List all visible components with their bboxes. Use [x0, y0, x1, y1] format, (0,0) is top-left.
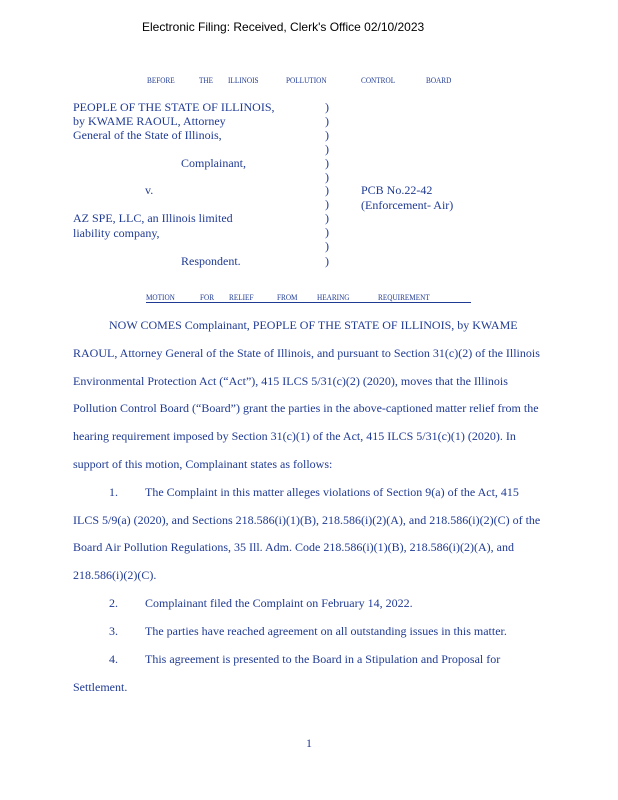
- item-text-line: 218.586(i)(2)(C).: [73, 568, 157, 582]
- caption-paren: ): [325, 100, 329, 114]
- intro-line: Pollution Control Board (“Board”) grant the parties in the above-captioned matter relief from the: [73, 401, 539, 415]
- item-number: 4.: [109, 652, 118, 666]
- item-number: 2.: [109, 596, 118, 610]
- item-text-line: The parties have reached agreement on all outstanding issues in this matter.: [145, 624, 507, 638]
- item-text-line: The Complaint in this matter alleges violations of Section 9(a) of the Act, 415: [145, 485, 519, 499]
- board-heading-word: THE: [199, 75, 214, 85]
- defendant-name: AZ SPE, LLC, an Illinois limited: [73, 211, 233, 225]
- item-text-line: Complainant filed the Complaint on February 14, 2022.: [145, 596, 413, 610]
- filing-stamp: Electronic Filing: Received, Clerk's Office 02/10/2023: [142, 20, 425, 34]
- caption-paren: ): [325, 142, 329, 156]
- caption-paren: ): [325, 211, 329, 225]
- plaintiff-name: PEOPLE OF THE STATE OF ILLINOIS,: [73, 100, 275, 114]
- versus-label: v.: [145, 183, 154, 197]
- item-text-line: This agreement is presented to the Board in a Stipulation and Proposal for: [145, 652, 501, 666]
- board-heading-word: ILLINOIS: [228, 75, 259, 85]
- intro-line: RAOUL, Attorney General of the State of Illinois, and pursuant to Section 31(c)(2) of the Illinois: [73, 346, 540, 360]
- board-heading-word: BOARD: [426, 75, 452, 85]
- motion-title-word: RELIEF: [229, 292, 254, 302]
- respondent-label: Respondent.: [181, 254, 241, 268]
- caption-paren: ): [325, 254, 329, 268]
- case-number: PCB No.22-42: [361, 183, 433, 197]
- caption-paren: ): [325, 225, 329, 239]
- motion-title-word: FROM: [277, 292, 298, 302]
- item-number: 3.: [109, 624, 118, 638]
- item-text-line: Settlement.: [73, 680, 128, 694]
- board-heading-word: BEFORE: [147, 75, 175, 85]
- caption-paren: ): [325, 170, 329, 184]
- motion-title-word: HEARING: [317, 292, 350, 302]
- caption-paren: ): [325, 239, 329, 253]
- motion-title-word: REQUIREMENT: [378, 292, 430, 302]
- board-heading-word: CONTROL: [361, 75, 396, 85]
- intro-line: support of this motion, Complainant states as follows:: [73, 457, 333, 471]
- case-type: (Enforcement- Air): [361, 198, 454, 212]
- item-text-line: Board Air Pollution Regulations, 35 Ill. Adm. Code 218.586(i)(1)(B), 218.586(i)(2)(A), and: [73, 540, 514, 554]
- intro-line: Environmental Protection Act (“Act”), 415 ILCS 5/31(c)(2) (2020), moves that the Illinois: [73, 374, 508, 388]
- page-number: 1: [306, 736, 312, 750]
- plaintiff-name: by KWAME RAOUL, Attorney: [73, 114, 226, 128]
- complainant-label: Complainant,: [181, 156, 246, 170]
- motion-title-word: FOR: [200, 292, 215, 302]
- caption-paren: ): [325, 183, 329, 197]
- defendant-name: liability company,: [73, 226, 160, 240]
- caption-paren: ): [325, 197, 329, 211]
- caption-paren: ): [325, 128, 329, 142]
- item-text-line: ILCS 5/9(a) (2020), and Sections 218.586(i)(1)(B), 218.586(i)(2)(A), and 218.586(i)(2)(C) of the: [73, 513, 541, 527]
- intro-line: NOW COMES Complainant, PEOPLE OF THE STATE OF ILLINOIS, by KWAME: [109, 318, 518, 332]
- item-number: 1.: [109, 485, 118, 499]
- motion-title-word: MOTION: [146, 292, 175, 302]
- board-heading-word: POLLUTION: [286, 75, 327, 85]
- plaintiff-name: General of the State of Illinois,: [73, 128, 222, 142]
- intro-line: hearing requirement imposed by Section 31(c)(1) of the Act, 415 ILCS 5/31(c)(1) (2020). In: [73, 429, 516, 443]
- caption-paren: ): [325, 114, 329, 128]
- caption-paren: ): [325, 156, 329, 170]
- motion-title-underline: [146, 302, 471, 303]
